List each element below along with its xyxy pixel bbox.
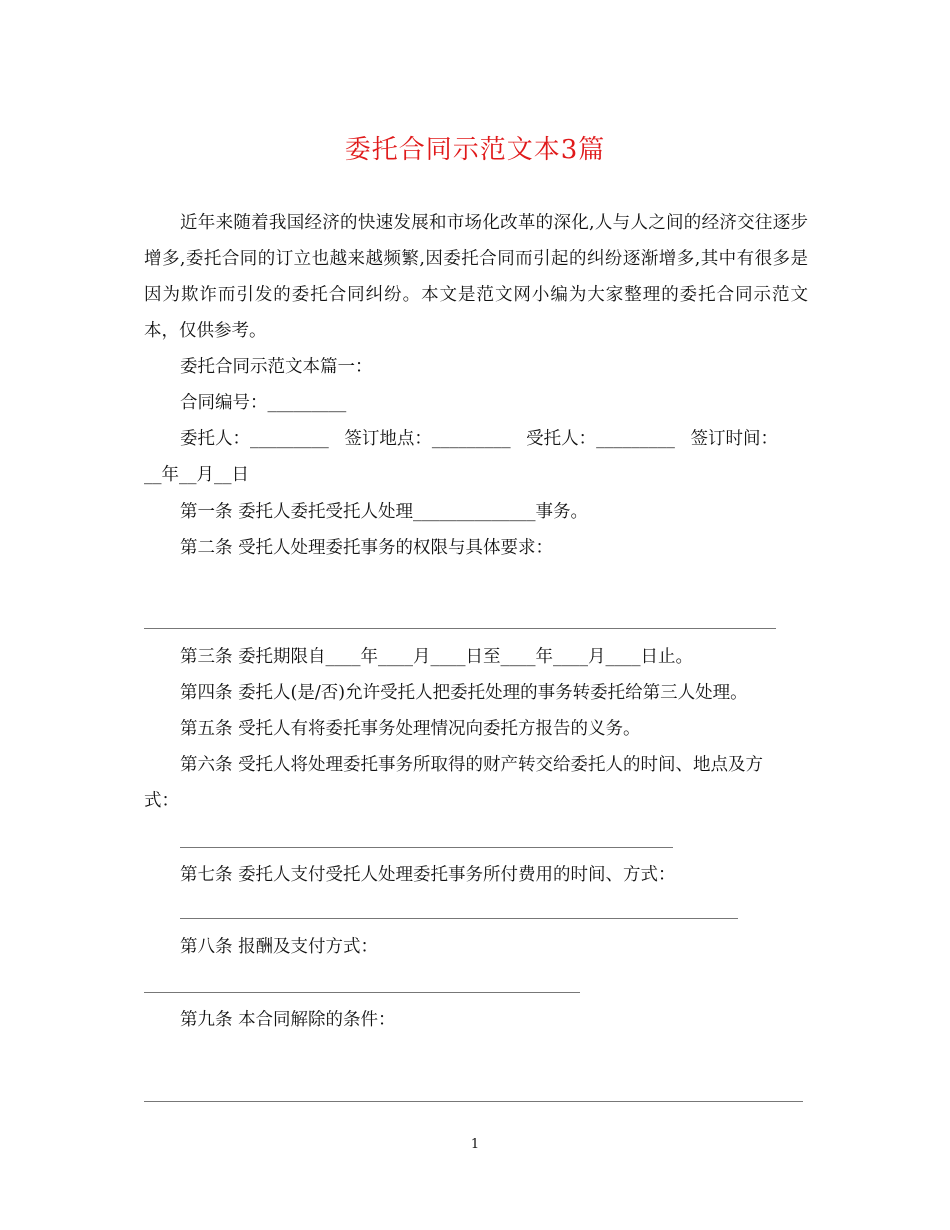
- section-heading: 委托合同示范文本篇一：: [180, 357, 373, 377]
- clause-9: 第九条 本合同解除的条件：: [180, 1010, 396, 1030]
- blank-line-clause-7: [180, 918, 738, 919]
- document-title: 委托合同示范文本3篇: [344, 135, 606, 165]
- clause-5: 第五条 受托人有将委托事务处理情况向委托方报告的义务。: [180, 719, 641, 739]
- entrustee-field: 受托人：_________: [526, 429, 675, 449]
- clause-6-line-1: 第六条 受托人将处理委托事务所取得的财产转交给委托人的时间、地点及方: [180, 755, 764, 775]
- blank-line-clause-8: [144, 992, 580, 993]
- clause-8: 第八条 报酬及支付方式：: [180, 937, 379, 957]
- sign-date-blank: __年__月__日: [144, 465, 249, 485]
- blank-line-clause-6: [180, 847, 673, 848]
- clause-2: 第二条 受托人处理委托事务的权限与具体要求：: [180, 538, 554, 558]
- blank-line-clause-2: [144, 628, 776, 629]
- clause-3: 第三条 委托期限自____年____月____日至____年____月____日止。: [180, 647, 694, 667]
- parties-line: [180, 425, 778, 453]
- contract-number-field: 合同编号：_________: [180, 393, 347, 413]
- page-number: 1: [470, 1137, 480, 1152]
- clause-6-line-2: 式：: [144, 791, 179, 811]
- blank-line-clause-9: [144, 1101, 803, 1102]
- clause-7: 第七条 委托人支付受托人处理委托事务所付费用的时间、方式：: [180, 865, 676, 885]
- sign-place-field: 签订地点：_________: [344, 429, 511, 449]
- sign-time-field: 签订时间：: [690, 429, 778, 449]
- entrustor-field: 委托人：_________: [180, 429, 329, 449]
- clause-1: 第一条 委托人委托受托人处理______________事务。: [180, 502, 589, 522]
- clause-4: 第四条 委托人(是/否)允许受托人把委托处理的事务转委托给第三人处理。: [180, 683, 748, 703]
- intro-paragraph: 近年来随着我国经济的快速发展和市场化改革的深化,人与人之间的经济交往逐步增多,委托合同的订立也越来越频繁,因委托合同而引起的纠纷逐渐增多,其中有很多是因为欺诈而引发的委托合同纠纷。本文是范文网小编为大家整理的委托合同示范文本，仅供参考。: [144, 213, 808, 341]
